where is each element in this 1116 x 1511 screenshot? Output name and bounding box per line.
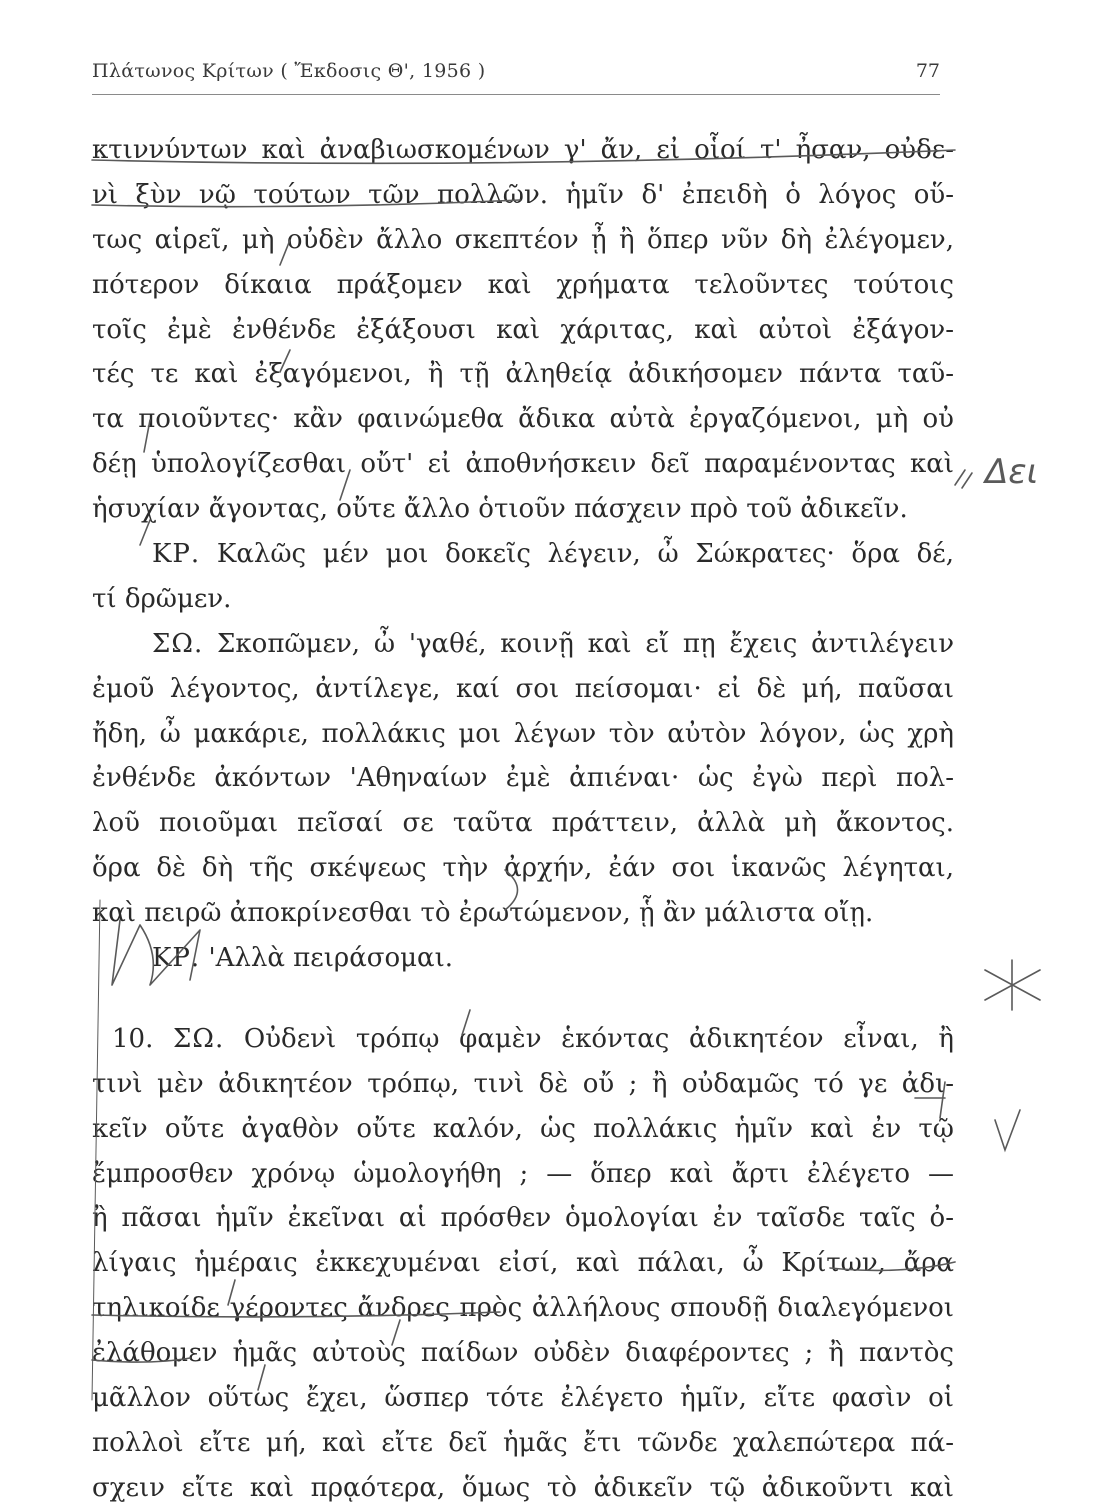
text-line: πολλοὶ εἴτε μή, καὶ εἴτε δεῖ ἡμᾶς ἔτι τῶνδε χαλεπώτερα πά- <box>92 1427 954 1458</box>
text-span: 'Αλλὰ πειράσομαι. <box>208 943 454 974</box>
text-line: καὶ πειρῶ ἀποκρίνεσθαι τὸ ἐρωτώμενον, ᾗ ἂν μάλιστα οἴῃ. <box>92 898 874 929</box>
text-line: λίγαις ἡμέραις ἐκκεχυμέναι εἰσί, καὶ πάλαι, ὦ Κρίτων, ἄρα <box>92 1248 954 1279</box>
text-line: τως αἱρεῖ, μὴ οὐδὲν ἄλλο σκεπτέον ᾖ ἢ ὅπερ νῦν δὴ ἐλέγομεν, <box>92 224 954 255</box>
speaker-label: ΣΩ. <box>173 1023 225 1054</box>
text-span: Καλῶς μέν μοι δοκεῖς λέγειν, ὦ Σώκρατες· ὅρα δέ, <box>216 539 955 570</box>
text-line: ἡσυχίαν ἄγοντας, οὔτε ἄλλο ὁτιοῦν πάσχειν πρὸ τοῦ ἀδικεῖν. <box>92 494 908 525</box>
speaker-label: ΚΡ. <box>152 539 201 570</box>
margin-note-right: Δει <box>985 452 1039 492</box>
text-line: ἢ πᾶσαι ἡμῖν ἐκεῖναι αἱ πρόσθεν ὁμολογίαι ἐν ταῖσδε ταῖς ὀ- <box>92 1203 954 1234</box>
text-line: νὶ ξὺν νῷ τούτων τῶν πολλῶν. ἡμῖν δ' ἐπειδὴ ὁ λόγος οὕ- <box>92 179 954 210</box>
speaker-turn-so <box>92 622 954 667</box>
text-line: ἐνθένδε ἀκόντων 'Αθηναίων ἐμὲ ἀπιέναι· ὡς ἐγὼ περὶ πολ- <box>92 763 954 794</box>
text-line: μᾶλλον οὕτως ἔχει, ὥσπερ τότε ἐλέγετο ἡμῖν, εἴτε φασὶν οἱ <box>92 1383 954 1414</box>
text-line: τί δρῶμεν. <box>92 583 232 614</box>
text-line: πότερον δίκαια πράξομεν καὶ χρήματα τελοῦντες τούτοις <box>92 269 954 300</box>
text-line: κτιννύντων καὶ ἀναβιωσκομένων γ' ἄν, εἰ οἷοί τ' ἦσαν, οὐδε- <box>92 135 954 165</box>
text-line: ἐμοῦ λέγοντος, ἀντίλεγε, καί σοι πείσομαι· εἰ δὲ μή, παῦσαι <box>92 673 954 704</box>
speaker-turn-kr <box>92 936 954 981</box>
text-line: ὅρα δὲ δὴ τῆς σκέψεως τὴν ἀρχήν, ἐάν σοι ἱκανῶς λέγηται, <box>92 853 954 884</box>
text-line: τές τε καὶ ἐξαγόμενοι, ἢ τῇ ἀληθείᾳ ἀδικήσομεν πάντα ταῦ- <box>92 359 954 390</box>
speaker-turn-kr <box>92 532 954 577</box>
text-line: κεῖν οὔτε ἀγαθὸν οὔτε καλόν, ὡς πολλάκις ἡμῖν καὶ ἐν τῷ <box>92 1113 954 1144</box>
text-line: δέῃ ὑπολογίζεσθαι οὔτ' εἰ ἀποθνήσκειν δεῖ παραμένοντας καὶ <box>92 449 954 480</box>
star-mark <box>985 960 1040 1010</box>
header-title: Πλάτωνος Κρίτων ( Ἔκδοσις Θ', 1956 ) <box>92 60 486 82</box>
text-line: τηλικοίδε γέροντες ἄνδρες πρὸς ἀλλήλους σπουδῇ διαλεγόμενοι <box>92 1293 954 1324</box>
main-text <box>92 128 954 1511</box>
text-span: Οὐδενὶ τρόπῳ φαμὲν ἑκόντας ἀδικητέον εἶναι, ἢ <box>243 1023 954 1054</box>
text-span: Σκοπῶμεν, ὦ 'γαθέ, κοινῇ καὶ εἴ πῃ ἔχεις ἀντιλέγειν <box>217 628 954 659</box>
text-line: τινὶ μὲν ἀδικητέον τρόπῳ, τινὶ δὲ οὔ ; ἢ οὐδαμῶς τό γε ἀδι- <box>92 1068 954 1099</box>
running-header <box>92 60 940 94</box>
check-mark <box>995 1110 1020 1150</box>
text-line: λοῦ ποιοῦμαι πεῖσαί σε ταῦτα πράττειν, ἀλλὰ μὴ ἄκοντος. <box>92 808 954 839</box>
text-line: ἤδη, ὦ μακάριε, πολλάκις μοι λέγων τὸν αὐτὸν λόγον, ὡς χρὴ <box>92 718 954 749</box>
text-line: τα ποιοῦντες· κἂν φαινώμεθα ἄδικα αὐτὰ ἐργαζόμενοι, μὴ οὐ <box>92 404 954 435</box>
page-number: 77 <box>915 60 940 82</box>
section-10-heading <box>92 1017 954 1062</box>
double-slash-mark <box>955 470 972 488</box>
text-line: ἔμπροσθεν χρόνῳ ὡμολογήθη ; — ὅπερ καὶ ἄρτι ἐλέγετο — <box>92 1158 954 1189</box>
header-rule <box>92 94 940 95</box>
speaker-label: ΚΡ. <box>152 943 201 974</box>
speaker-label: ΣΩ. <box>152 628 204 659</box>
text-line: ἐλάθομεν ἡμᾶς αὐτοὺς παίδων οὐδὲν διαφέροντες ; ἢ παντὸς <box>92 1338 954 1369</box>
section-gap <box>92 981 954 1017</box>
text-line: σχειν εἴτε καὶ πρᾳότερα, ὅμως τὸ ἀδικεῖν τῷ ἀδικοῦντι καὶ <box>92 1472 954 1503</box>
text-line: τοῖς ἐμὲ ἐνθένδε ἐξάξουσι καὶ χάριτας, καὶ αὐτοὶ ἐξάγον- <box>92 314 954 345</box>
section-number: 10. <box>112 1023 154 1054</box>
